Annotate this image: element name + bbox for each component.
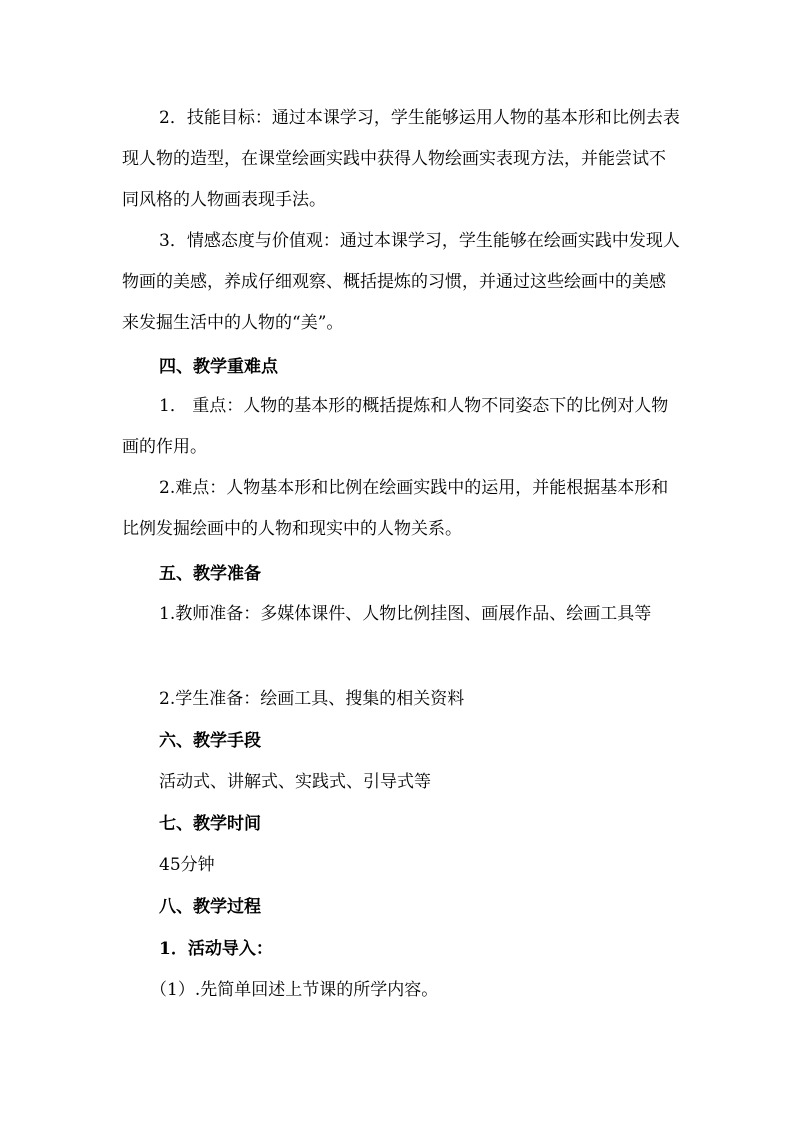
section-heading-means: 六、教学手段 xyxy=(159,731,261,751)
paragraph-key-point: 1． 重点：人物的基本形的概括提炼和人物不同姿态下的比例对人物画的作用。 xyxy=(122,396,669,457)
paragraph-time: 45分钟 xyxy=(159,855,215,875)
paragraph-teacher-prep: 1.教师准备：多媒体课件、人物比例挂图、画展作品、绘画工具等 xyxy=(159,604,652,624)
paragraph-difficult-point: 2.难点：人物基本形和比例在绘画实践中的运用，并能根据基本形和比例发掘绘画中的人物和现实中的人物关系。 xyxy=(122,478,669,539)
paragraph-skill-goal: 2．技能目标：通过本课学习，学生能够运用人物的基本形和比例去表现人物的造型，在课堂绘画实践中获得人物绘画实表现方法，并能尝试不同风格的人物画表现手法。 xyxy=(122,108,680,210)
paragraph-step-1-1: （1）.先简单回述上节课的所学内容。 xyxy=(150,980,439,1000)
section-heading-process: 八、教学过程 xyxy=(159,897,261,917)
section-heading-key-points: 四、教学重难点 xyxy=(159,357,278,377)
section-heading-preparation: 五、教学准备 xyxy=(159,564,261,584)
paragraph-means: 活动式、讲解式、实践式、引导式等 xyxy=(159,772,431,792)
section-heading-time: 七、教学时间 xyxy=(159,814,261,834)
paragraph-student-prep: 2.学生准备：绘画工具、搜集的相关资料 xyxy=(159,689,465,709)
step-heading-activity-intro: 1．活动导入： xyxy=(159,939,273,959)
paragraph-emotion-goal: 3．情感态度与价值观：通过本课学习，学生能够在绘画实践中发现人物画的美感，养成仔细观察、概括提炼的习惯，并通过这些绘画中的美感来发掘生活中的人物的“美”。 xyxy=(122,231,680,333)
